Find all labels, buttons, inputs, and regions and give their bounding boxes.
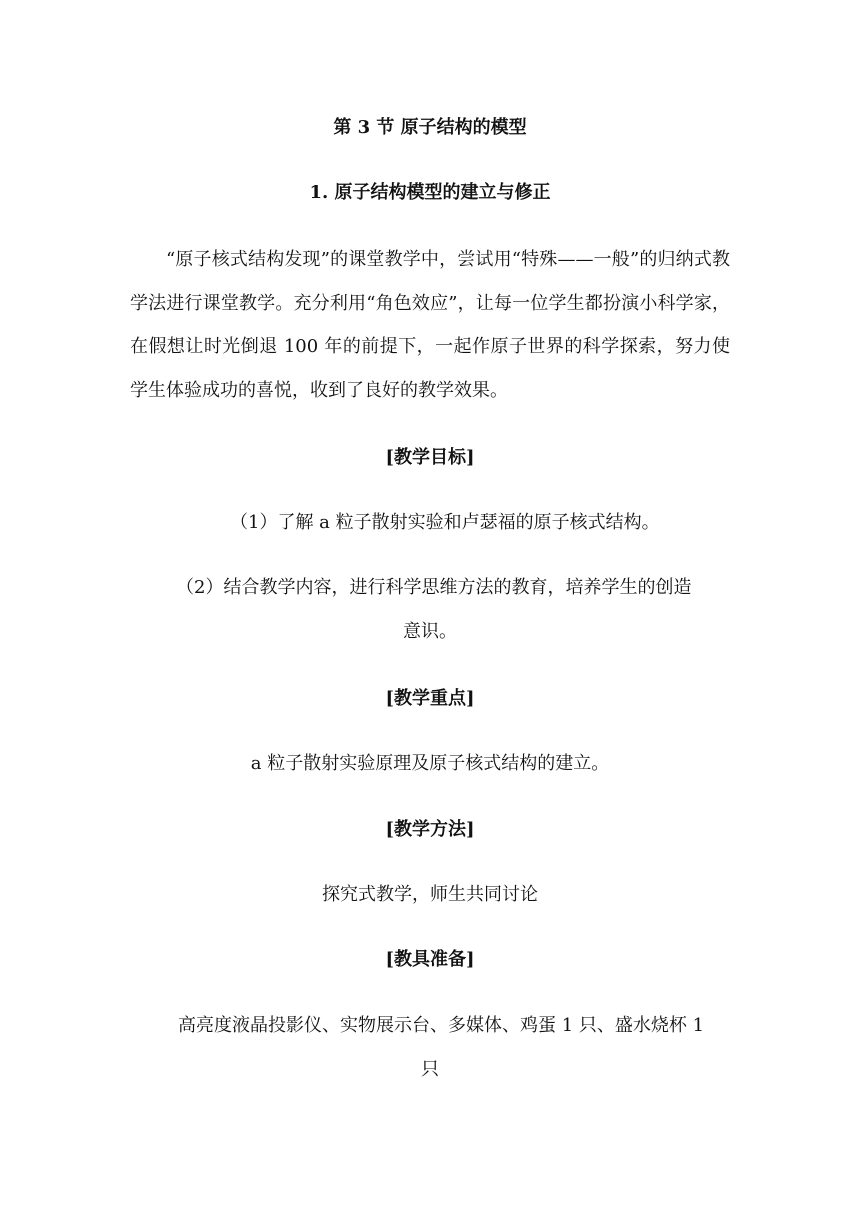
intro-paragraph: “原子核式结构发现”的课堂教学中，尝试用“特殊——一般”的归纳式教学法进行课堂教学。充分利用“角色效应”，让每一位学生都扮演小科学家，在假想让时光倒退 100 年的前提下，一起作原子世界的科学探索，努力使学生体验成功的喜悦，收到了良好的教学效果。 [130, 249, 730, 401]
methods-text: 探究式教学，师生共同讨论 [322, 884, 538, 905]
objective-item-1: （1）了解 a 粒子散射实验和卢瑟福的原子核式结构。 [230, 512, 660, 533]
methods-heading: [教学方法] [385, 819, 475, 840]
materials-heading: [教具准备] [385, 949, 475, 970]
section-title: 第 3 节 原子结构的模型 [333, 117, 527, 138]
materials-line-2: 只 [421, 1059, 439, 1080]
subsection-title: 1. 原子结构模型的建立与修正 [309, 182, 551, 203]
objective-item-2-line-1: （2）结合教学内容，进行科学思维方法的教育，培养学生的创造 [176, 577, 692, 598]
objective-item-2-line-2: 意识。 [403, 621, 457, 642]
objectives-heading: [教学目标] [385, 447, 475, 468]
materials-line-1: 高亮度液晶投影仪、实物展示台、多媒体、鸡蛋 1 只、盛水烧杯 1 [178, 1015, 705, 1036]
key-points-heading: [教学重点] [385, 688, 475, 709]
key-points-text: a 粒子散射实验原理及原子核式结构的建立。 [250, 753, 610, 774]
